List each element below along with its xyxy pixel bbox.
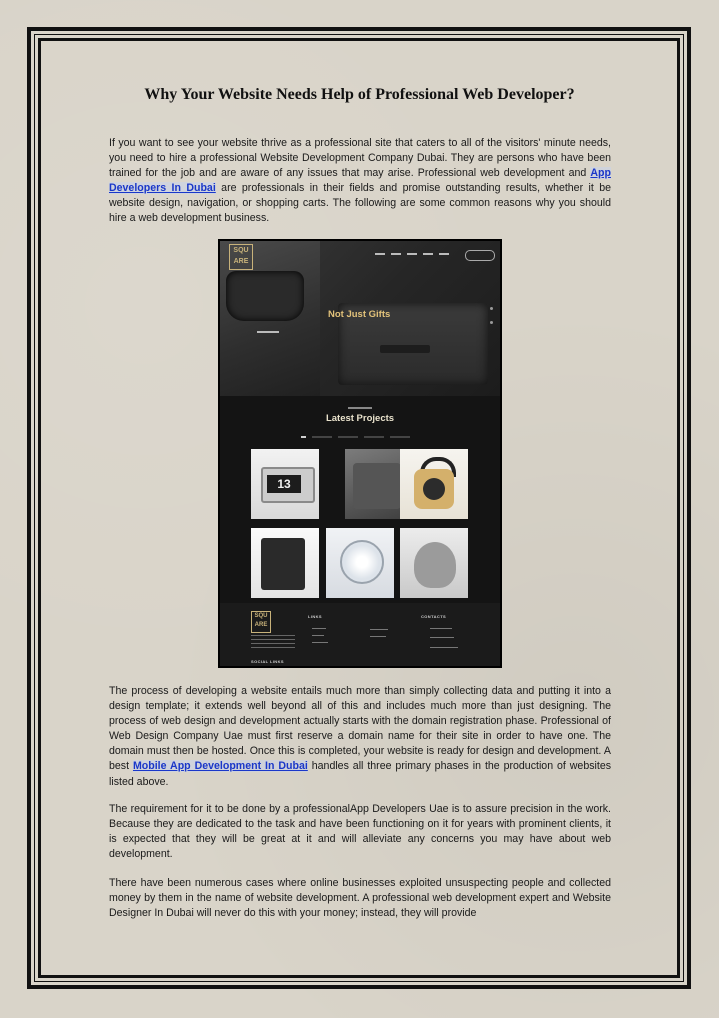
nav-item [375,253,385,255]
exploitation-paragraph: There have been numerous cases where online businesses exploited unsuspecting people and collected money by them in the name of website development. A professional web development expert and Website Designer In Dubai will never do this with your money; instead, they will provide [109,877,611,920]
hero-link [257,331,279,333]
mobile-app-development-link[interactable]: Mobile App Development In Dubai [132,760,308,773]
project-tile-clock [251,449,319,519]
footer-logo-line-1: SQU [254,613,268,619]
document-title: Why Your Website Needs Help of Professional Web Developer? [144,86,575,103]
intro-text-1: If you want to see your website thrive as a professional site that caters to all of the visitors' minute needs, you need to hire a professional Website Development Company Dubai. They are persons who have been trained for the job and are aware of any issues that may arise. Professional web development and [109,137,611,180]
site-logo [229,244,253,270]
text-line [251,639,295,640]
logo-line-1: SQU [233,247,249,254]
project-tile-notebook [251,528,319,598]
filter-item [312,436,332,438]
app-developers-link[interactable]: App Developers In Dubai [109,167,611,195]
filter-all [301,436,306,438]
project-tile-fan [326,528,394,598]
footer-contact [430,628,452,629]
speaker-image [414,469,454,509]
project-tile-plush [400,528,468,598]
website-screenshot [218,239,502,668]
text-line [251,635,295,636]
footer-social-heading: SOCIAL LINKS [251,659,284,664]
footer-link [312,628,326,629]
text-line [251,643,295,644]
footer-contact [430,637,454,638]
clock-digits: 13 [267,475,301,493]
hero-title: Not Just Gifts [328,309,391,320]
logo-line-2: ARE [233,258,249,265]
slider-dot-icon [490,307,493,310]
intro-paragraph [109,136,611,227]
nav-item [423,253,433,255]
slider-dot-icon [490,321,493,324]
nav-item [391,253,401,255]
plush-image [414,542,456,588]
footer-link [312,642,328,643]
portfolio-kicker [348,407,372,409]
process-paragraph [109,684,611,790]
footer-logo [251,611,271,633]
project-tile-speaker [400,449,468,519]
footer-links-heading: LINKS [308,614,322,619]
speaker-grille [423,478,445,500]
portfolio-filters [301,436,410,438]
footer-link [370,629,388,630]
footer-contact [430,647,458,648]
footer-logo-line-2: ARE [254,622,268,628]
nav-item [407,253,417,255]
requirement-paragraph: The requirement for it to be done by a professionalApp Developers Uae is to assure precision in the work. Because they are dedicated to the task and have been functioning on it for years with prominent clients, it is expected that they will be great at it and will alleviate any concerns you may have about web development. [109,803,611,861]
portfolio-section [220,396,500,603]
contact-us-button [465,250,495,261]
process-text-2: handles all three primary phases in the production of websites listed above. [109,760,612,788]
sleeve-logo [380,345,430,353]
filter-item [338,436,358,438]
clock-image [261,467,315,503]
footer-link [370,636,386,637]
site-nav [375,253,449,255]
site-footer [220,603,500,666]
intro-text-2: are professionals in their fields and promise outstanding results, whether it be website design, navigation, or shopping carts. The following are some common reasons why you should hire a web development business. [109,182,611,225]
footer-about-text [251,635,295,651]
footer-link [312,635,324,636]
process-text-1: The process of developing a website entails much more than simply collecting data and putting it into a design template; it extends well beyond all of this and includes much more than just designing. The process of web design and development actually starts with the domain registration phase. Professional of Web Design Company Uae must first reserve a domain name for their site in order to have one. The domain must then be hosted. Once this is completed, your website is ready for design and development. A best [109,685,611,773]
pouch-image [226,271,304,321]
fan-image [340,540,384,584]
nav-item [439,253,449,255]
tote-image [353,463,401,509]
hero-section [220,241,500,396]
filter-item [390,436,410,438]
portfolio-title: Latest Projects [325,413,395,424]
text-line [251,647,295,648]
filter-item [364,436,384,438]
footer-contacts-heading: CONTACTS [421,614,447,619]
notebook-image [261,538,305,590]
